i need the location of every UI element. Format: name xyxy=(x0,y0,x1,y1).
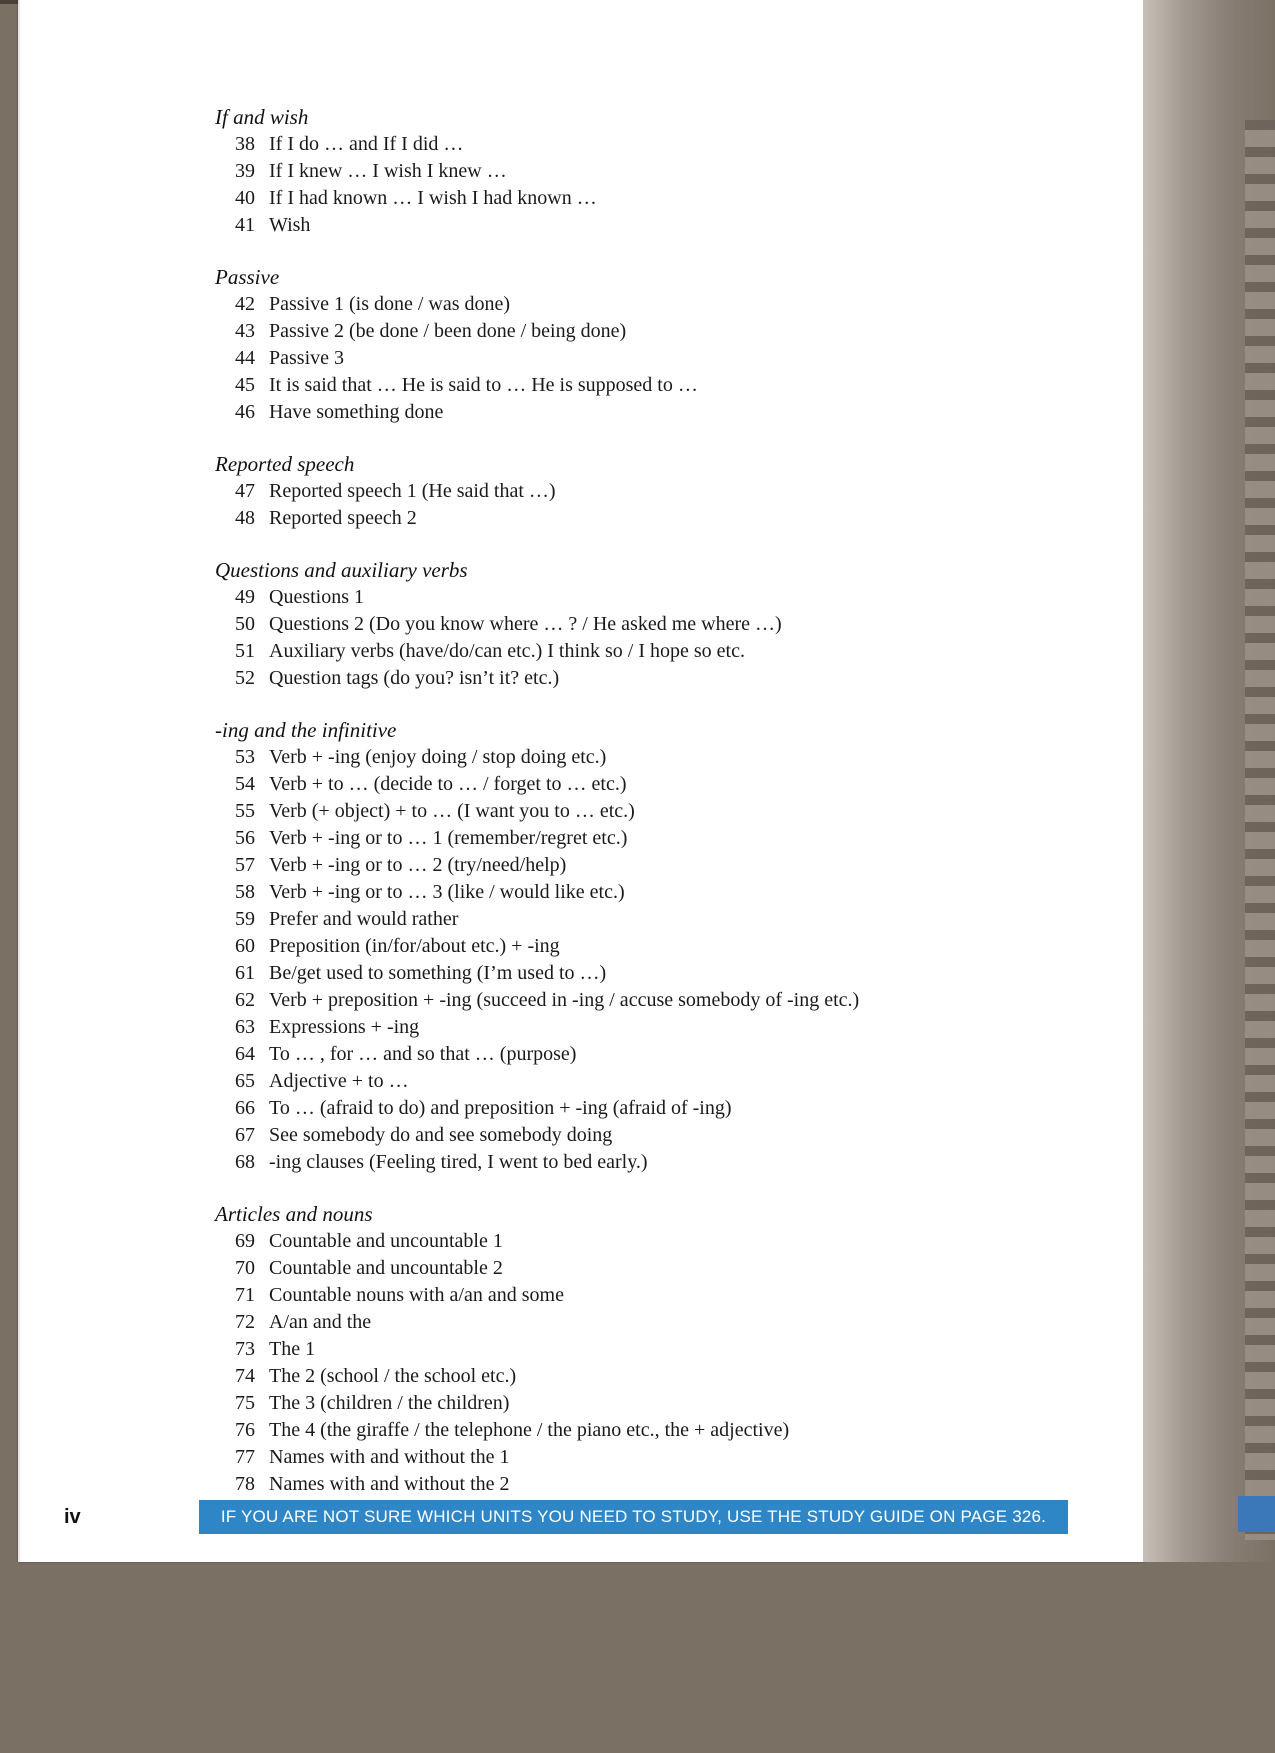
unit-number: 47 xyxy=(235,480,255,502)
unit-entry xyxy=(215,345,1115,372)
unit-number: 45 xyxy=(235,374,255,396)
unit-title: Verb + -ing or to … 1 (remember/regret etc.) xyxy=(269,827,628,849)
unit-entry xyxy=(215,611,1115,638)
unit-title: Be/get used to something (I’m used to …) xyxy=(269,962,607,984)
unit-entry xyxy=(215,318,1115,345)
unit-entry xyxy=(215,1122,1115,1149)
unit-number: 62 xyxy=(235,989,255,1011)
unit-number: 67 xyxy=(235,1124,255,1146)
unit-title: Verb + -ing or to … 2 (try/need/help) xyxy=(269,854,567,876)
unit-title: To … (afraid to do) and preposition + -ing (afraid of -ing) xyxy=(269,1097,732,1119)
section-title: Articles and nouns xyxy=(215,1202,373,1226)
unit-entry xyxy=(215,1149,1115,1176)
unit-entry xyxy=(215,505,1115,532)
unit-number: 63 xyxy=(235,1016,255,1038)
unit-title: Wish xyxy=(269,214,311,236)
unit-number: 53 xyxy=(235,746,255,768)
blue-edge-tab xyxy=(1238,1496,1275,1532)
unit-entry xyxy=(215,665,1115,692)
unit-number: 40 xyxy=(235,187,255,209)
unit-number: 38 xyxy=(235,133,255,155)
unit-title: Questions 1 xyxy=(269,586,364,608)
unit-entry xyxy=(215,1228,1115,1255)
unit-title: Reported speech 2 xyxy=(269,507,417,529)
unit-title: Adjective + to … xyxy=(269,1070,409,1092)
unit-title: The 4 (the giraffe / the telephone / the piano etc., the + adjective) xyxy=(269,1419,790,1441)
book-page xyxy=(18,0,1145,1562)
section-questions-and-auxiliary-verbs xyxy=(215,557,1115,692)
unit-title: Verb (+ object) + to … (I want you to … etc.) xyxy=(269,800,635,822)
unit-entry xyxy=(215,291,1115,318)
unit-entry xyxy=(215,1014,1115,1041)
unit-number: 57 xyxy=(235,854,255,876)
unit-number: 56 xyxy=(235,827,255,849)
unit-number: 42 xyxy=(235,293,255,315)
unit-entry xyxy=(215,131,1115,158)
contents-list xyxy=(215,104,1115,1523)
unit-entry xyxy=(215,478,1115,505)
unit-entry xyxy=(215,987,1115,1014)
unit-entry xyxy=(215,1444,1115,1471)
unit-number: 49 xyxy=(235,586,255,608)
unit-title: The 2 (school / the school etc.) xyxy=(269,1365,517,1387)
unit-number: 70 xyxy=(235,1257,255,1279)
unit-title: Names with and without the 1 xyxy=(269,1446,510,1468)
unit-number: 61 xyxy=(235,962,255,984)
unit-number: 76 xyxy=(235,1419,255,1441)
unit-number: 50 xyxy=(235,613,255,635)
section-title: Passive xyxy=(215,265,280,289)
unit-title: The 1 xyxy=(269,1338,316,1360)
unit-title: Question tags (do you? isn’t it? etc.) xyxy=(269,667,560,689)
unit-entry xyxy=(215,744,1115,771)
unit-title: If I knew … I wish I knew … xyxy=(269,160,507,182)
section-title: Reported speech xyxy=(215,452,355,476)
unit-entry xyxy=(215,1095,1115,1122)
unit-entry xyxy=(215,1417,1115,1444)
unit-number: 60 xyxy=(235,935,255,957)
unit-number: 59 xyxy=(235,908,255,930)
unit-number: 43 xyxy=(235,320,255,342)
unit-number: 64 xyxy=(235,1043,255,1065)
unit-entry xyxy=(215,933,1115,960)
unit-entry xyxy=(215,1282,1115,1309)
unit-title: See somebody do and see somebody doing xyxy=(269,1124,613,1146)
unit-number: 55 xyxy=(235,800,255,822)
unit-title: -ing clauses (Feeling tired, I went to bed early.) xyxy=(269,1151,648,1173)
unit-title: Verb + -ing or to … 3 (like / would like etc.) xyxy=(269,881,625,903)
unit-entry xyxy=(215,372,1115,399)
unit-number: 78 xyxy=(235,1473,255,1495)
unit-number: 71 xyxy=(235,1284,255,1306)
section-if-and-wish xyxy=(215,104,1115,239)
unit-title: Countable and uncountable 1 xyxy=(269,1230,503,1252)
unit-title: Countable nouns with a/an and some xyxy=(269,1284,564,1306)
unit-title: The 3 (children / the children) xyxy=(269,1392,510,1414)
unit-number: 74 xyxy=(235,1365,255,1387)
unit-number: 52 xyxy=(235,667,255,689)
unit-entry xyxy=(215,1309,1115,1336)
unit-title: Expressions + -ing xyxy=(269,1016,420,1038)
section-ing-and-the-infinitive xyxy=(215,717,1115,1176)
unit-entry xyxy=(215,638,1115,665)
page-number: iv xyxy=(64,1506,81,1528)
page-edge-marks xyxy=(1245,120,1275,1540)
unit-number: 73 xyxy=(235,1338,255,1360)
unit-number: 75 xyxy=(235,1392,255,1414)
unit-number: 39 xyxy=(235,160,255,182)
unit-entry xyxy=(215,1336,1115,1363)
unit-title: Preposition (in/for/about etc.) + -ing xyxy=(269,935,560,957)
unit-title: Reported speech 1 (He said that …) xyxy=(269,480,556,502)
unit-title: Verb + preposition + -ing (succeed in -ing / accuse somebody of -ing etc.) xyxy=(269,989,860,1011)
unit-number: 48 xyxy=(235,507,255,529)
unit-entry xyxy=(215,798,1115,825)
section-title: If and wish xyxy=(215,105,309,129)
section-articles-and-nouns xyxy=(215,1201,1115,1498)
unit-title: Auxiliary verbs (have/do/can etc.) I think so / I hope so etc. xyxy=(269,640,745,662)
unit-title: Verb + to … (decide to … / forget to … etc.) xyxy=(269,773,627,795)
unit-entry xyxy=(215,1041,1115,1068)
unit-title: Passive 3 xyxy=(269,347,344,369)
unit-entry xyxy=(215,852,1115,879)
unit-entry xyxy=(215,960,1115,987)
unit-title: It is said that … He is said to … He is supposed to … xyxy=(269,374,698,396)
section-title: Questions and auxiliary verbs xyxy=(215,558,468,582)
unit-entry xyxy=(215,1390,1115,1417)
unit-title: Questions 2 (Do you know where … ? / He asked me where …) xyxy=(269,613,782,635)
unit-title: To … , for … and so that … (purpose) xyxy=(269,1043,577,1065)
unit-number: 66 xyxy=(235,1097,255,1119)
binding-gutter xyxy=(1143,0,1275,1562)
unit-entry xyxy=(215,1068,1115,1095)
unit-entry xyxy=(215,771,1115,798)
unit-title: Countable and uncountable 2 xyxy=(269,1257,503,1279)
unit-entry xyxy=(215,1471,1115,1498)
unit-title: Prefer and would rather xyxy=(269,908,459,930)
unit-number: 44 xyxy=(235,347,255,369)
unit-number: 65 xyxy=(235,1070,255,1092)
unit-number: 68 xyxy=(235,1151,255,1173)
unit-number: 69 xyxy=(235,1230,255,1252)
unit-title: If I do … and If I did … xyxy=(269,133,464,155)
unit-title: Names with and without the 2 xyxy=(269,1473,510,1495)
unit-number: 41 xyxy=(235,214,255,236)
unit-entry xyxy=(215,212,1115,239)
unit-entry xyxy=(215,584,1115,611)
unit-entry xyxy=(215,399,1115,426)
unit-number: 77 xyxy=(235,1446,255,1468)
study-guide-banner-text: IF YOU ARE NOT SURE WHICH UNITS YOU NEED TO STUDY, USE THE STUDY GUIDE ON PAGE 326. xyxy=(220,1507,1047,1526)
unit-number: 46 xyxy=(235,401,255,423)
unit-number: 58 xyxy=(235,881,255,903)
section-reported-speech xyxy=(215,451,1115,532)
unit-number: 72 xyxy=(235,1311,255,1333)
unit-entry xyxy=(215,158,1115,185)
unit-entry xyxy=(215,879,1115,906)
study-guide-banner xyxy=(199,1500,1068,1534)
unit-entry xyxy=(215,906,1115,933)
unit-title: Have something done xyxy=(269,401,444,423)
unit-entry xyxy=(215,185,1115,212)
unit-entry xyxy=(215,1255,1115,1282)
unit-title: Passive 2 (be done / been done / being done) xyxy=(269,320,627,342)
unit-title: Verb + -ing (enjoy doing / stop doing etc.) xyxy=(269,746,607,768)
unit-entry xyxy=(215,825,1115,852)
unit-title: A/an and the xyxy=(269,1311,372,1333)
unit-number: 54 xyxy=(235,773,255,795)
unit-title: Passive 1 (is done / was done) xyxy=(269,293,511,315)
unit-number: 51 xyxy=(235,640,255,662)
section-passive xyxy=(215,264,1115,426)
section-title: -ing and the infinitive xyxy=(215,718,397,742)
unit-title: If I had known … I wish I had known … xyxy=(269,187,597,209)
unit-entry xyxy=(215,1363,1115,1390)
